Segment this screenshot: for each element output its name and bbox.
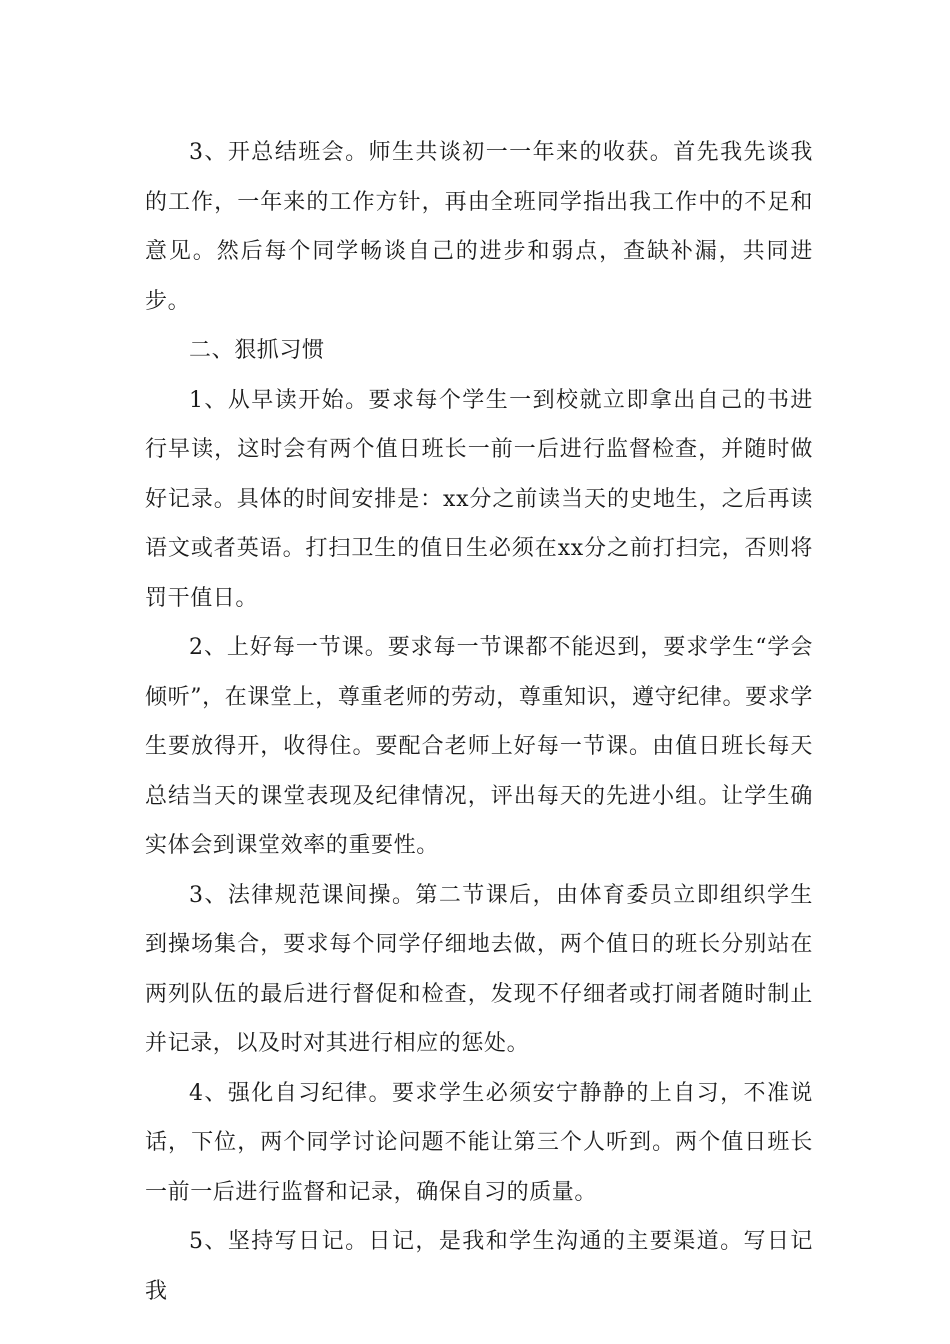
paragraph-each-lesson: 2、上好每一节课。要求每一节课都不能迟到，要求学生“学会倾听”，在课堂上，尊重老师的劳动，尊重知识，遵守纪律。要求学生要放得开，收得住。要配合老师上好每一节课。由值日班长每天总结当天的课堂表现及纪律情况，评出每天的先进小组。让学生确实体会到课堂效率的重要性。 [145,635,813,858]
paragraph-exercise-break: 3、法律规范课间操。第二节课后，由体育委员立即组织学生到操场集合，要求每个同学仔细地去做，两个值日的班长分别站在两列队伍的最后进行督促和检查，发现不仔细者或打闹者随时制止并记录，以及时对其进行相应的惩处。 [145,882,813,1056]
paragraph-self-study: 4、强化自习纪律。要求学生必须安宁静静的上自习，不准说话，下位，两个同学讨论问题不能让第三个人听到。两个值日班长一前一后进行监督和记录，确保自习的质量。 [145,1080,813,1205]
paragraph-class-meeting: 3、开总结班会。师生共谈初一一年来的收获。首先我先谈我的工作，一年来的工作方针，再由全班同学指出我工作中的不足和意见。然后每个同学畅谈自己的进步和弱点，查缺补漏，共同进步。 [145,140,813,314]
document-body [145,128,813,1316]
paragraph-morning-reading: 1、从早读开始。要求每个学生一到校就立即拿出自己的书进行早读，这时会有两个值日班长一前一后进行监督检查，并随时做好记录。具体的时间安排是：xx分之前读当天的史地生，之后再读语文或者英语。打扫卫生的值日生必须在xx分之前打扫完，否则将罚干值日。 [145,387,813,611]
section-heading-habits: 二、狠抓习惯 [189,338,325,363]
paragraph-diary: 5、坚持写日记。日记，是我和学生沟通的主要渠道。写日记我 [145,1229,813,1304]
